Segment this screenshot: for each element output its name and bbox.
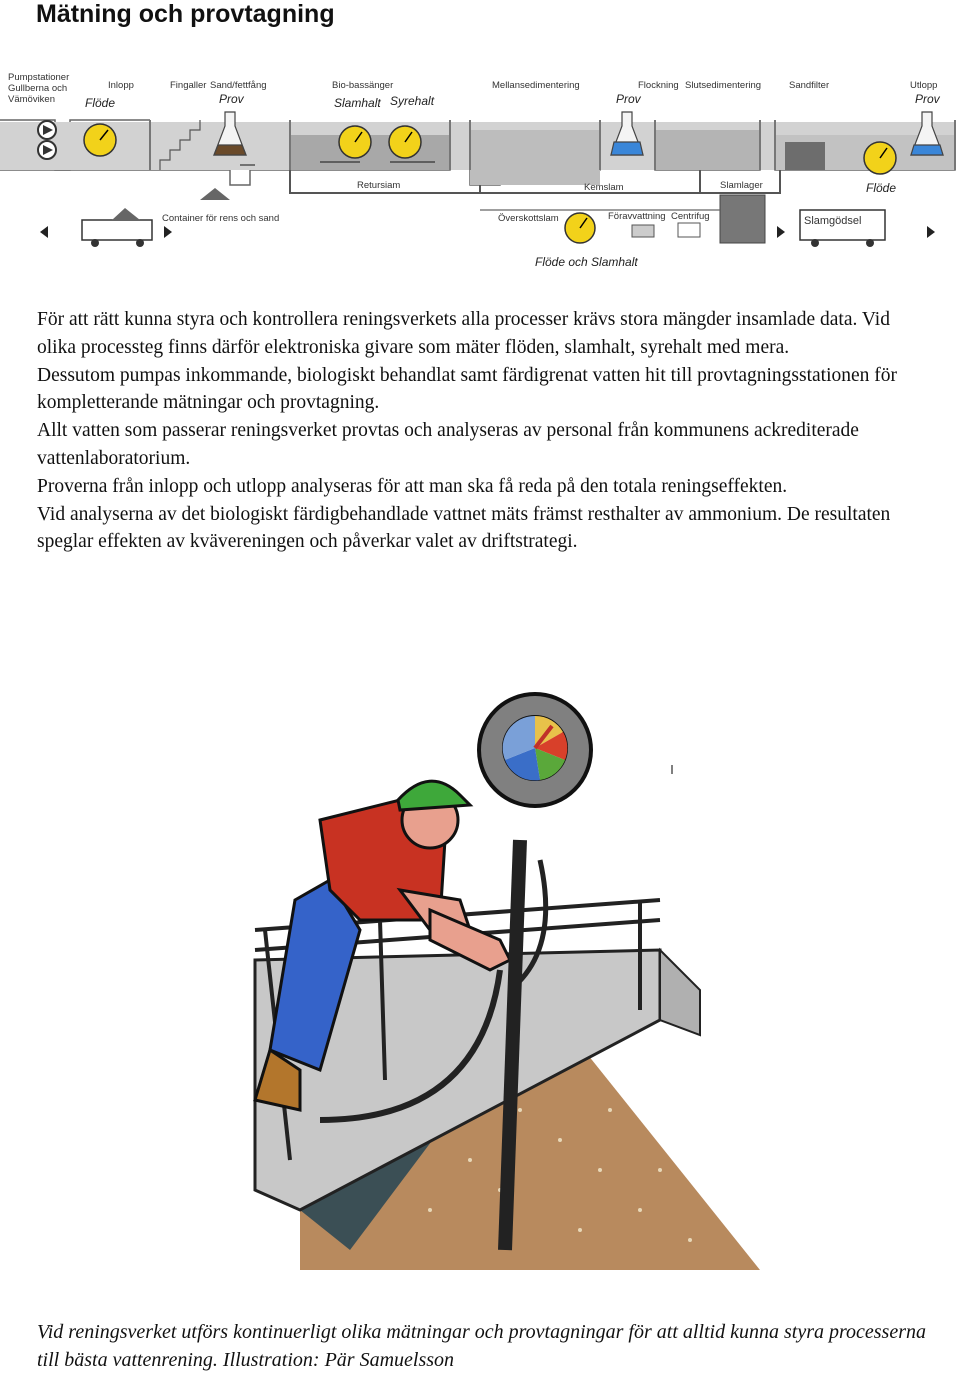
label-flockning: Flockning bbox=[638, 80, 679, 91]
label-syrehalt: Syrehalt bbox=[390, 94, 435, 108]
paragraph: För att rätt kunna styra och kontrollera reningsverkets alla processer krävs stora mängder insamlade data. Vid olika processteg finns därför elektroniska givare som mäter flöden, slamhalt, syrehalt med mera. bbox=[37, 309, 890, 358]
illustration-graphic bbox=[0, 690, 960, 1300]
label-sandfettfang: Sand/fettfång bbox=[210, 80, 267, 91]
label-inlopp: Inlopp bbox=[108, 80, 134, 91]
label-retursiam: Retursiam bbox=[357, 180, 401, 191]
label-kemslam: Kemslam bbox=[584, 182, 624, 193]
label-centrifug: Centrifug bbox=[671, 211, 710, 222]
label-pumpstationer: Pumpstationer Gullberna och Vämöviken bbox=[8, 72, 70, 105]
illustration-caption: Vid reningsverket utförs kontinuerligt olika mätningar och provtagningar för att alltid kunna styra processerna till bästa vattenrening. Illustration: Pär Samuelsson bbox=[37, 1321, 926, 1371]
label-slamlager: Slamlager bbox=[720, 180, 763, 191]
label-flode-och-slamhalt: Flöde och Slamhalt bbox=[535, 255, 638, 269]
label-mellansedimentering: Mellansedimentering bbox=[492, 80, 580, 91]
label-utlopp: Utlopp bbox=[910, 80, 938, 91]
label-prov-utlopp: Prov bbox=[915, 92, 940, 106]
label-slamgodsel: Slamgödsel bbox=[804, 215, 862, 227]
label-prov-flock: Prov bbox=[616, 92, 641, 106]
label-flode-inlopp: Flöde bbox=[85, 96, 116, 110]
label-slamhalt: Slamhalt bbox=[334, 96, 381, 110]
paragraph: Vid analyserna av det biologiskt färdigbehandlade vattnet mäts främst resthalter av ammonium. De resultaten speglar effekten av kvävereningen och påverkar valet av driftstrategi. bbox=[37, 503, 891, 553]
label-fingaller: Fingaller bbox=[170, 80, 207, 91]
page-title: Mätning och provtagning bbox=[36, 0, 335, 28]
label-slutsedimentering: Slutsedimentering bbox=[685, 80, 762, 91]
label-biobassanger: Bio-bassänger bbox=[332, 80, 394, 91]
paragraph: Dessutom pumpas inkommande, biologiskt behandlat samt färdigrenat vatten hit till provtagningsstationen för kompletterande mätningar och provtagning. bbox=[37, 364, 898, 414]
process-diagram-graphic bbox=[0, 60, 960, 275]
body-text bbox=[37, 306, 917, 556]
paragraph: Allt vatten som passerar reningsverket provtas och analyseras av personal från kommunens ackrediterade vattenlaboratorium. bbox=[37, 420, 859, 469]
paragraph: Proverna från inlopp och utlopp analyseras för att man ska få reda på den totala reningseffekten. bbox=[37, 475, 788, 497]
label-container: Container för rens och sand bbox=[162, 213, 280, 224]
label-prov-sand: Prov bbox=[219, 92, 244, 106]
illustration bbox=[0, 690, 960, 1300]
label-flode-utlopp: Flöde bbox=[866, 181, 897, 195]
process-diagram bbox=[0, 60, 960, 275]
label-overskottslam: Överskottslam bbox=[498, 213, 559, 224]
label-foravvattning: Föravvattning bbox=[608, 211, 666, 222]
label-sandfilter: Sandfilter bbox=[789, 80, 830, 91]
